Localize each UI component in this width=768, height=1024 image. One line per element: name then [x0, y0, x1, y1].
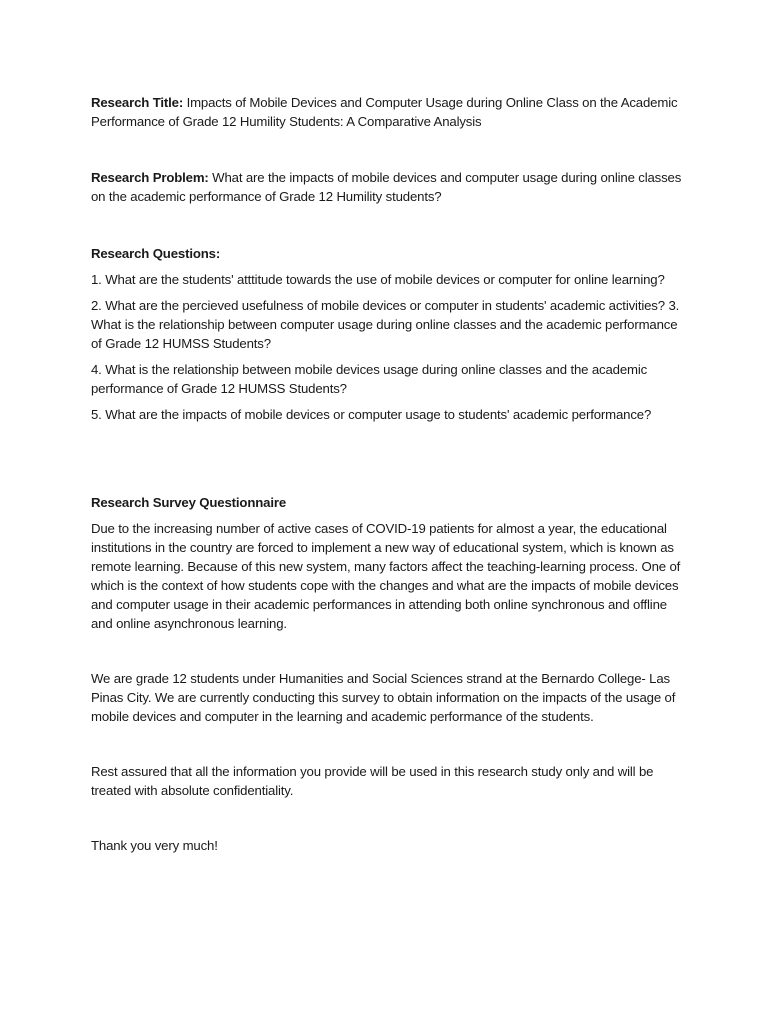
- survey-intro-paragraph: Due to the increasing number of active cases of COVID-19 patients for almost a year, the educational institutions in the country are forced to implement a new way of educational system, which is known as remote learning. Because of this new system, many factors affect the teaching-learning process. One of which is the context of how students cope with the changes and what are the impacts of mobile devices and computer usage in their academic performances in attending both online synchronous and offline and online asynchronous learning.: [91, 521, 681, 631]
- research-title-label: Research Title:: [91, 95, 184, 110]
- research-question-2-3: 2. What are the percieved usefulness of mobile devices or computer in students' academic activities? 3. What is the relationship between computer usage during online classes and the academic performance of Grade 12 HUMSS Students?: [91, 298, 680, 351]
- research-problem-text: What are the impacts of mobile devices and computer usage during online classes on the academic performance of Grade 12 Humility students?: [91, 170, 682, 204]
- survey-assurance-paragraph: Rest assured that all the information you provide will be used in this research study only and will be treated with absolute confidentiality.: [91, 764, 654, 798]
- document-page: [91, 93, 691, 855]
- research-problem: [91, 168, 691, 206]
- survey-thanks: Thank you very much!: [91, 838, 218, 853]
- survey-about-paragraph: We are grade 12 students under Humanities and Social Sciences strand at the Bernardo College- Las Pinas City. We are currently conducting this survey to obtain information on the impacts of the usage of mobile devices and computer in the learning and academic performance of the students.: [91, 671, 676, 724]
- research-title: [91, 93, 691, 131]
- research-question-5: 5. What are the impacts of mobile devices or computer usage to students' academic performance?: [91, 407, 652, 422]
- research-question-1: 1. What are the students' atttitude towards the use of mobile devices or computer for online learning?: [91, 272, 665, 287]
- survey-heading: Research Survey Questionnaire: [91, 495, 287, 510]
- research-questions-heading: Research Questions:: [91, 246, 221, 261]
- research-question-4: 4. What is the relationship between mobile devices usage during online classes and the academic performance of Grade 12 HUMSS Students?: [91, 362, 648, 396]
- research-title-text: Impacts of Mobile Devices and Computer Usage during Online Class on the Academic Performance of Grade 12 Humility Students: A Comparative Analysis: [91, 95, 678, 129]
- research-problem-label: Research Problem:: [91, 170, 209, 185]
